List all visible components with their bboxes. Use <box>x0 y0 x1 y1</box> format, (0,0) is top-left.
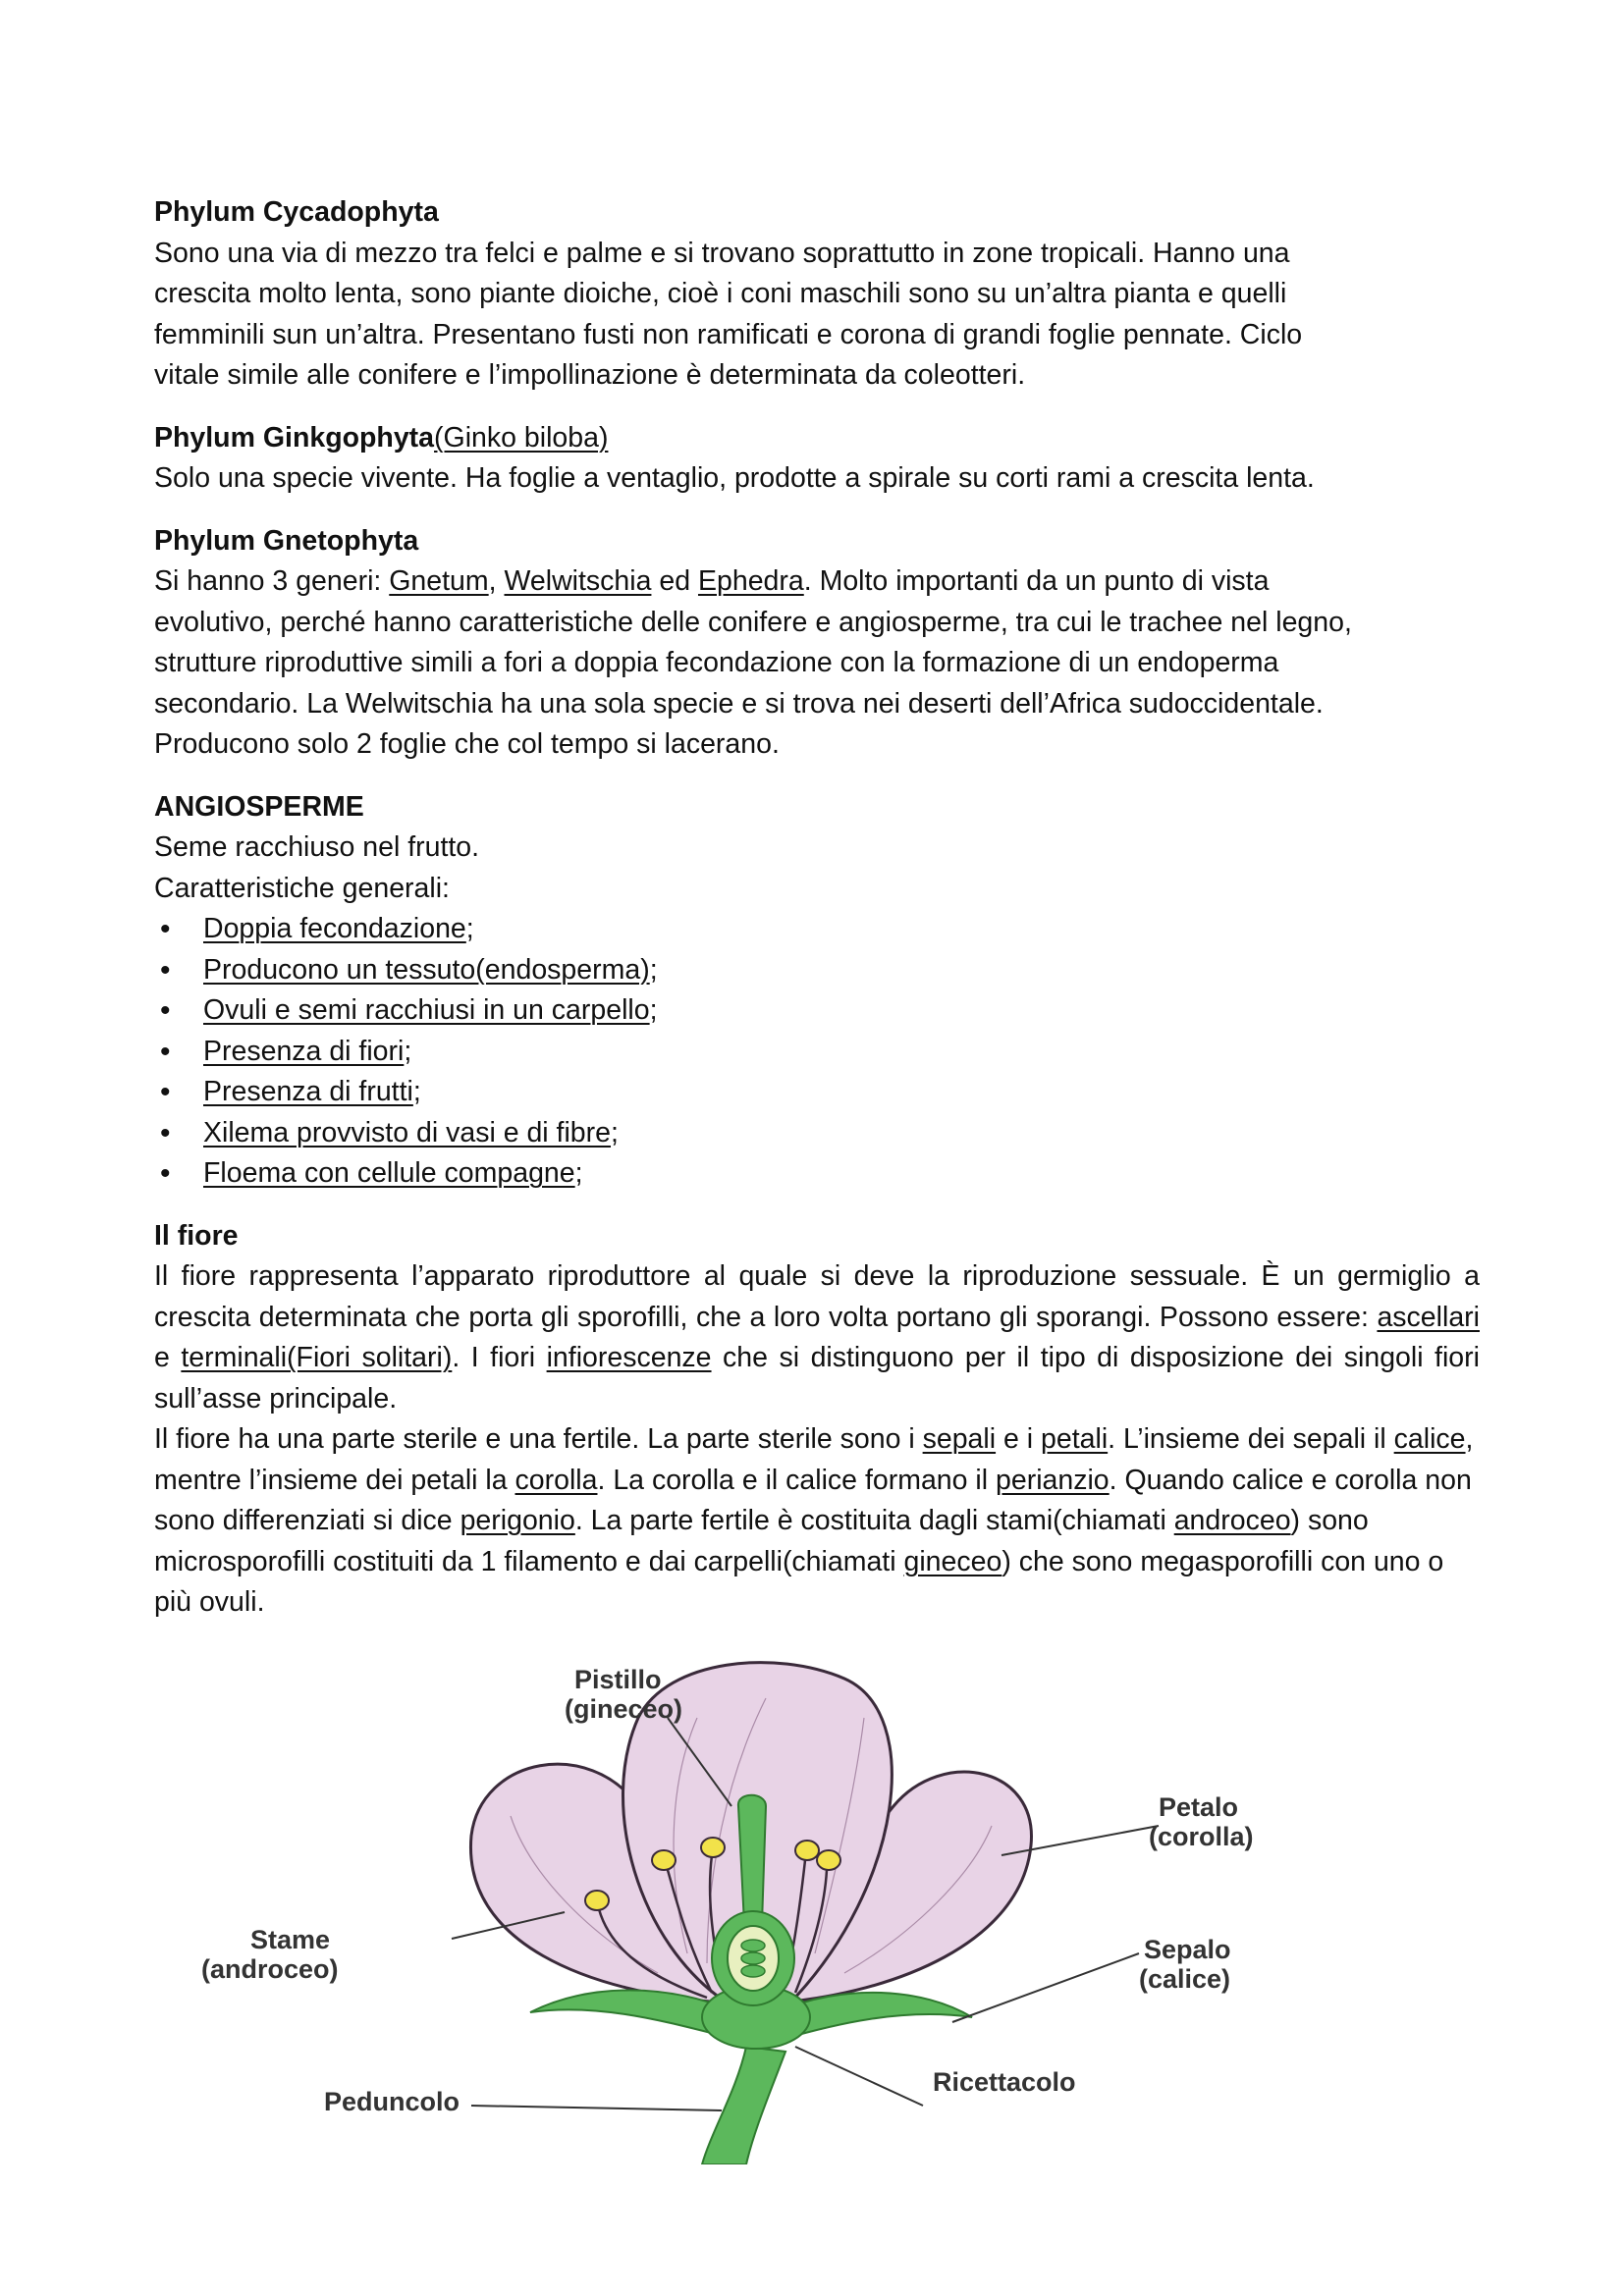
bullet-icon: • <box>160 953 171 987</box>
bullet-icon: • <box>160 994 171 1027</box>
bullet-icon: • <box>160 1157 171 1190</box>
term-terminali: terminali(Fiori solitari) <box>181 1342 453 1373</box>
paragraph-line: evolutivo, perché hanno caratteristiche delle conifere e angiosperme, tra cui le trachee nel legno, <box>154 606 1352 638</box>
list-item-suffix: ; <box>574 1157 583 1189</box>
label-petalo-sub: (corolla) <box>1149 1822 1254 1851</box>
bullet-icon: • <box>160 1035 171 1068</box>
paragraph-line: crescita molto lenta, sono piante dioiche, cioè i coni maschili sono su un’altra pianta e quelli <box>154 278 1287 309</box>
bullet-icon: • <box>160 1116 171 1149</box>
text-run: . La corolla e il calice formano il <box>597 1464 996 1496</box>
paragraph-line: secondario. La Welwitschia ha una sola specie e si trova nei deserti dell’Africa sudoccidentale. <box>154 687 1324 720</box>
label-sepalo-sub: (calice) <box>1139 1964 1231 1994</box>
list-item-text: Floema con cellule compagne <box>203 1157 575 1189</box>
term-perianzio: perianzio <box>996 1464 1110 1496</box>
list-item <box>154 909 1480 950</box>
section-angiosperme <box>154 787 1480 1195</box>
list-item-text: Doppia fecondazione <box>203 913 466 944</box>
heading-cycadophyta: Phylum Cycadophyta <box>154 196 439 228</box>
peduncle-stem <box>702 2047 785 2164</box>
heading-ginkgophyta-line <box>154 418 1480 459</box>
bullet-icon: • <box>160 913 171 945</box>
text-run: , mentre l’insieme dei petali la <box>154 1423 1474 1496</box>
list-item-text: Presenza di frutti <box>203 1076 413 1107</box>
list-item-text: Producono un tessuto(endosperma) <box>203 953 650 986</box>
text-run: . L’insieme dei sepali il <box>1108 1423 1394 1455</box>
list-item-suffix: ; <box>412 1076 421 1107</box>
paragraph-fiore-2 <box>154 1419 1480 1624</box>
list-item-suffix: ; <box>404 1035 412 1067</box>
list-item-suffix: ; <box>611 1116 619 1148</box>
genus-gnetum: Gnetum <box>389 565 489 597</box>
text-run: e i <box>996 1423 1042 1455</box>
text-run: ) sono microsporofilli costituiti da 1 filamento e dai carpelli(chiamati <box>154 1505 1369 1577</box>
list-item <box>154 1113 1480 1154</box>
list-item <box>154 990 1480 1032</box>
text-run: . Molto importanti da un punto di vista <box>803 565 1270 597</box>
heading-gnetophyta: Phylum Gnetophyta <box>154 524 419 557</box>
list-item-text: Presenza di fiori <box>203 1035 405 1067</box>
document-body <box>154 192 1480 1645</box>
paragraph-line: Solo una specie vivente. Ha foglie a ventaglio, prodotte a spirale su corti rami a crescita lenta. <box>154 462 1315 494</box>
list-item <box>154 1032 1480 1073</box>
paragraph-line: Sono una via di mezzo tra felci e palme e si trovano soprattutto in zone tropicali. Hanno una <box>154 237 1290 269</box>
paragraph-line: femminili sun un’altra. Presentano fusti non ramificati e corona di grandi foglie pennate. Ciclo <box>154 318 1303 350</box>
term-perigonio: perigonio <box>460 1505 575 1536</box>
heading-angiosperme: ANGIOSPERME <box>154 790 364 823</box>
text-run: . Quando calice e corolla non sono differenziati si dice <box>154 1464 1472 1536</box>
label-peduncolo: Peduncolo <box>324 2087 460 2116</box>
term-calice: calice <box>1393 1423 1466 1455</box>
genus-welwitschia: Welwitschia <box>504 565 652 597</box>
section-il-fiore <box>154 1216 1480 1624</box>
paragraph-line: vitale simile alle conifere e l’impollinazione è determinata da coleotteri. <box>154 359 1026 391</box>
flower-diagram-svg <box>177 1659 1492 2164</box>
section-gnetophyta <box>154 521 1480 766</box>
list-item <box>154 1153 1480 1195</box>
section-cycadophyta <box>154 192 1480 397</box>
bullet-icon: • <box>160 1076 171 1108</box>
paragraph-line <box>154 561 1480 603</box>
genus-ephedra: Ephedra <box>697 565 804 597</box>
text-run: che si distinguono per il tipo di disposizione dei singoli fiori sull’asse principale. <box>154 1342 1480 1415</box>
paragraph-line: Seme racchiuso nel frutto. <box>154 831 480 863</box>
paragraph-fiore-1 <box>154 1256 1480 1419</box>
paragraph-line: Producono solo 2 foglie che col tempo si lacerano. <box>154 728 780 760</box>
list-item-suffix: ; <box>649 953 658 986</box>
text-run: ) che sono megasporofilli con uno o più ovuli. <box>154 1545 1444 1618</box>
term-gineceo: gineceo <box>903 1545 1002 1577</box>
pistil <box>738 1795 766 1924</box>
term-infiorescenze: infiorescenze <box>546 1342 712 1373</box>
text-run: Il fiore rappresenta l’apparato riproduttore al quale si deve la riproduzione sessuale. È un germiglio a crescita determinata che porta gli sporofilli, che a loro volta portano gli sporangi. Possono essere: <box>154 1260 1480 1333</box>
list-item <box>154 1072 1480 1113</box>
label-pistillo-sub: (gineceo) <box>565 1694 683 1724</box>
term-sepali: sepali <box>922 1423 997 1455</box>
text-run: e <box>154 1342 182 1373</box>
list-item-suffix: ; <box>649 994 658 1026</box>
heading-ginkgophyta: Phylum Ginkgophyta <box>154 421 435 454</box>
characteristics-list <box>154 909 1480 1195</box>
label-ricettacolo: Ricettacolo <box>933 2067 1076 2097</box>
text-run: ed <box>651 565 698 597</box>
ovules <box>741 1940 765 1977</box>
term-corolla: corolla <box>514 1464 598 1496</box>
list-item-suffix: ; <box>465 913 474 944</box>
list-item-text: Xilema provvisto di vasi e di fibre <box>203 1116 612 1148</box>
text-run: Il fiore ha una parte sterile e una fertile. La parte sterile sono i <box>154 1423 923 1455</box>
text-run: . I fiori <box>452 1342 547 1373</box>
term-ascellari: ascellari <box>1377 1301 1480 1333</box>
label-stame-sub: (androceo) <box>201 1954 339 1984</box>
label-pistillo: Pistillo <box>574 1665 662 1694</box>
text-run: , <box>488 565 505 597</box>
paragraph-line: strutture riproduttive simili a fori a doppia fecondazione con la formazione di un endoperma <box>154 647 1279 678</box>
term-petali: petali <box>1041 1423 1109 1455</box>
label-petalo: Petalo <box>1159 1792 1239 1822</box>
flower-diagram <box>177 1659 1492 2164</box>
list-item <box>154 950 1480 991</box>
label-sepalo: Sepalo <box>1144 1935 1231 1964</box>
heading-il-fiore: Il fiore <box>154 1219 239 1252</box>
list-item-text: Ovuli e semi racchiusi in un carpello <box>203 994 650 1026</box>
paragraph-line: Caratteristiche generali: <box>154 872 450 904</box>
label-stame: Stame <box>250 1925 331 1954</box>
text-run: Si hanno 3 generi: <box>154 565 390 597</box>
text-run: . La parte fertile è costituita dagli stami(chiamati <box>574 1505 1174 1536</box>
term-androceo: androceo <box>1173 1505 1291 1536</box>
section-ginkgophyta <box>154 418 1480 500</box>
ginkgo-species: (Ginko biloba) <box>434 421 609 454</box>
